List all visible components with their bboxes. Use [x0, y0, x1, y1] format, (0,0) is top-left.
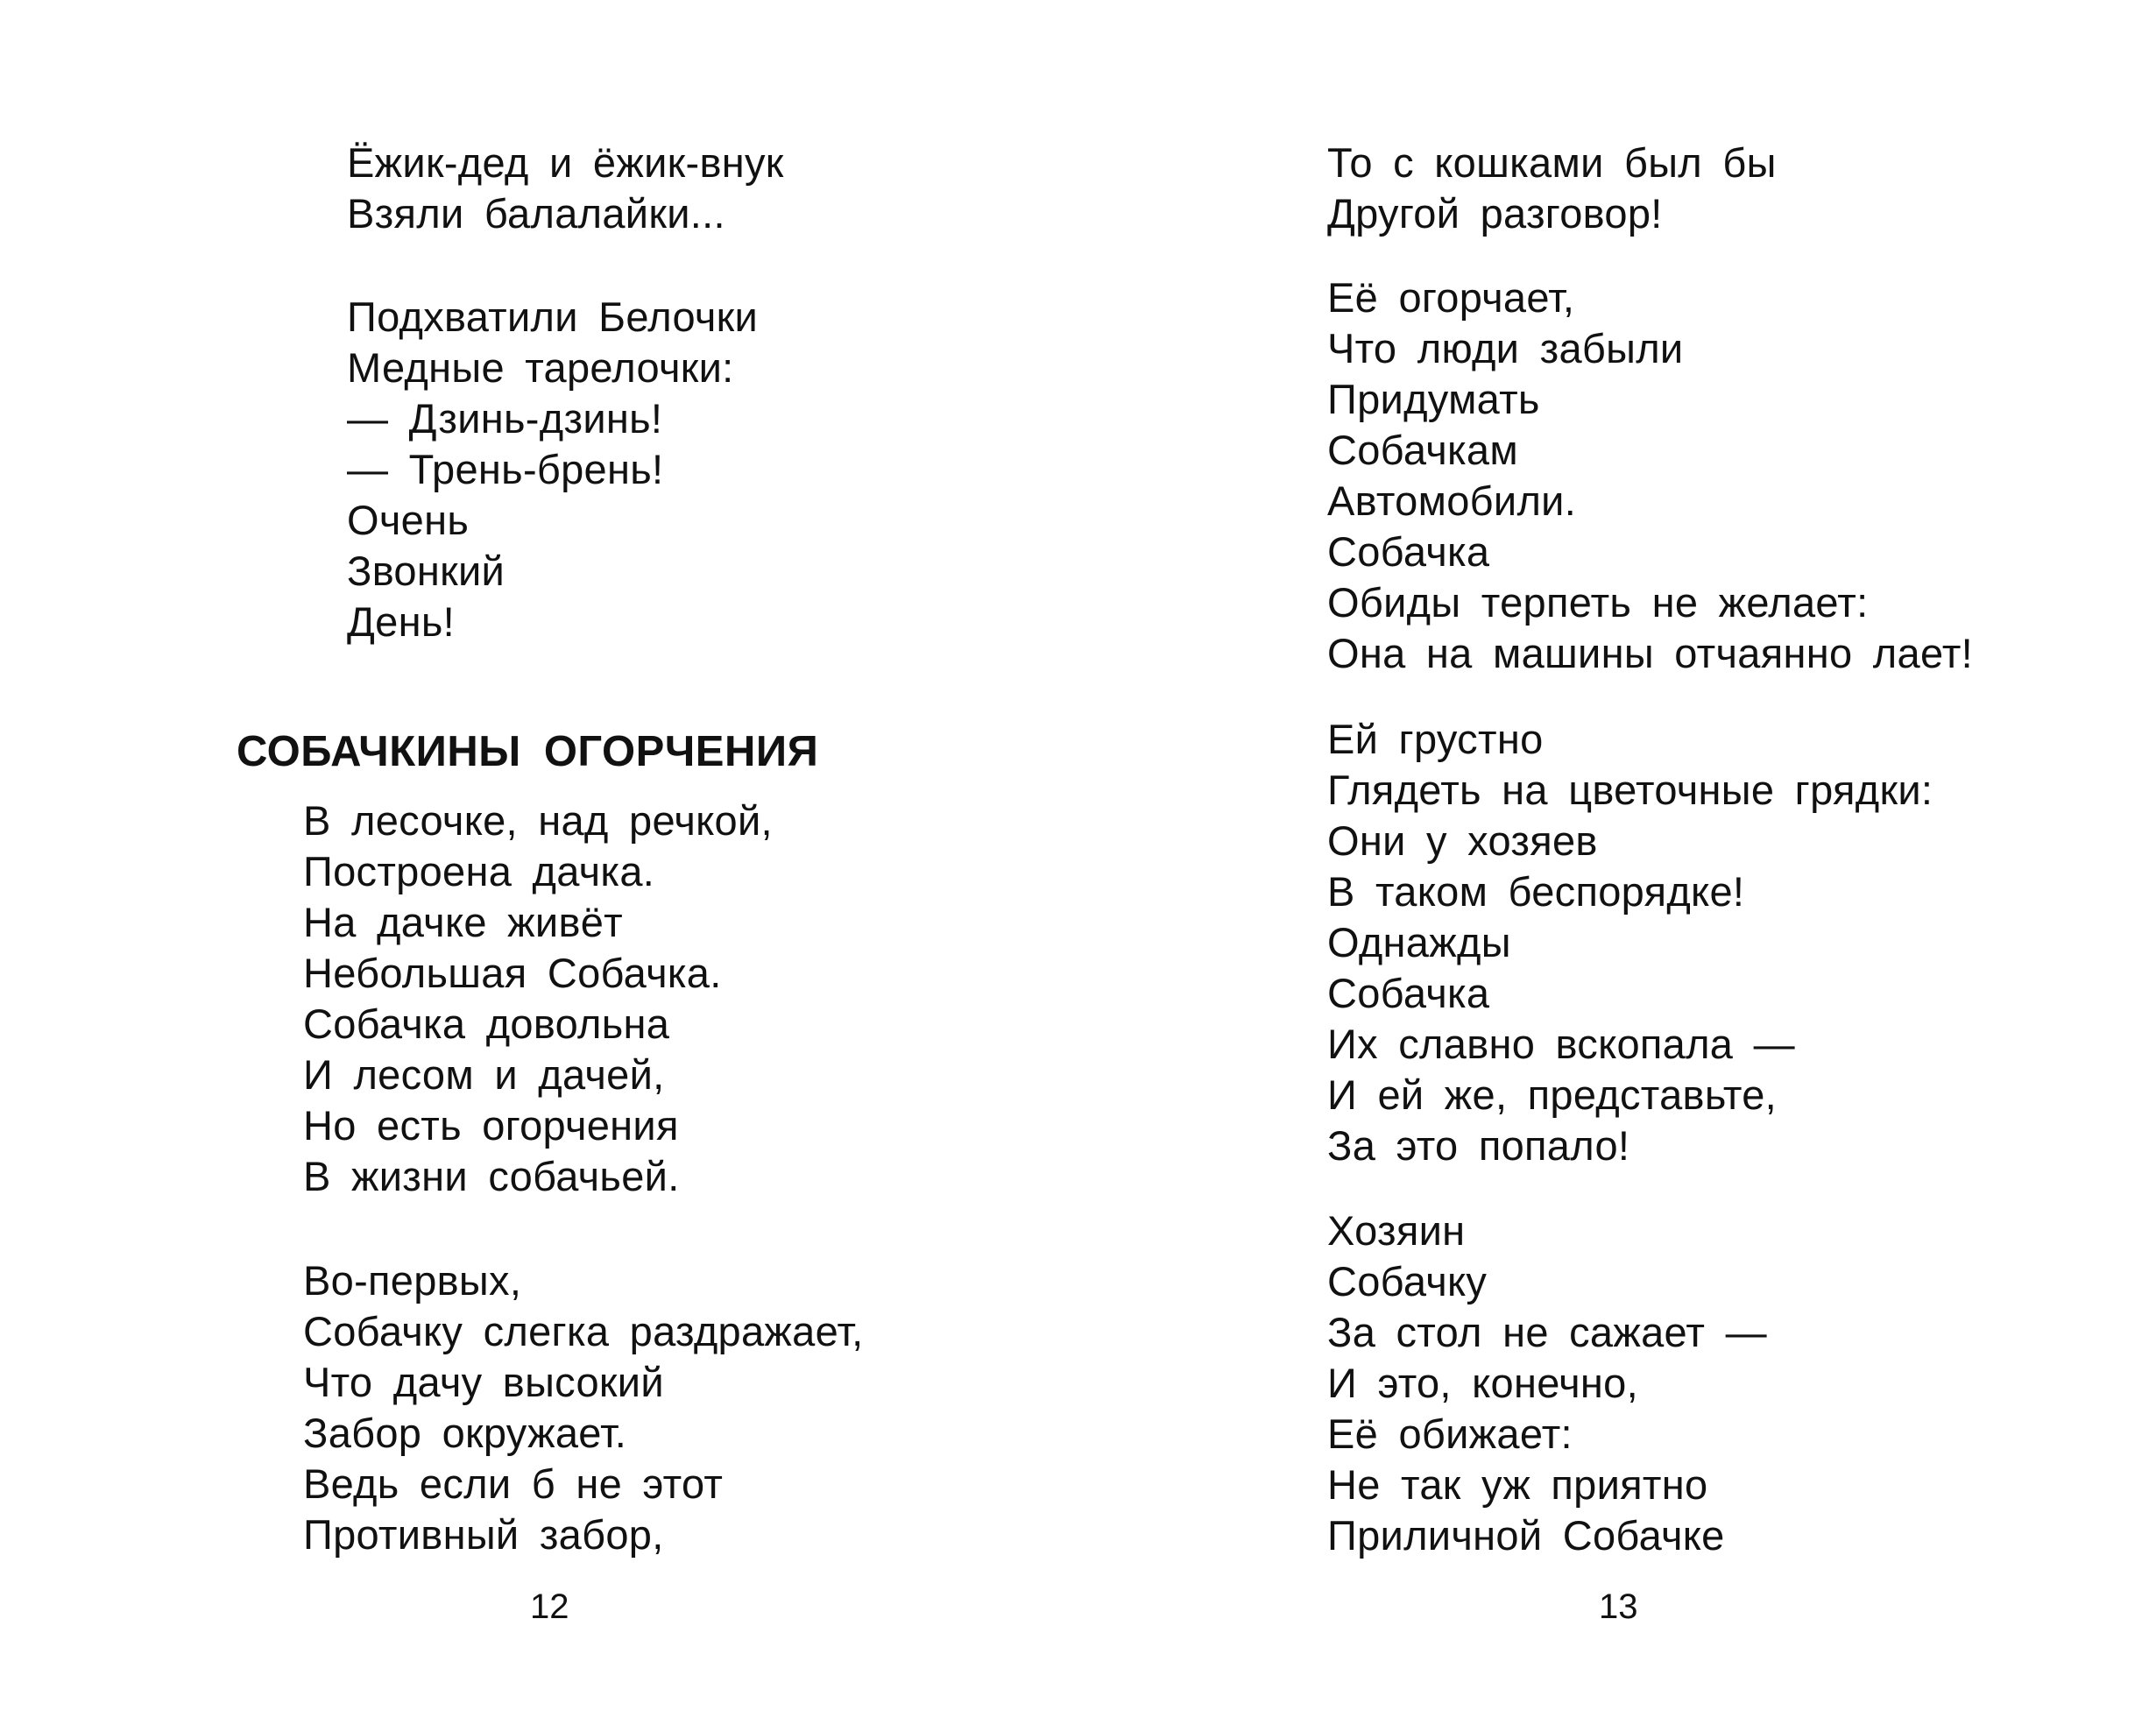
- verse-line: На дачке живёт: [303, 899, 623, 945]
- poem-title: СОБАЧКИНЫ ОГОРЧЕНИЯ: [237, 728, 819, 775]
- verse-line: Она на машины отчаянно лает!: [1327, 630, 1974, 676]
- verse-line: Обиды терпеть не желает:: [1327, 579, 1869, 626]
- verse-line: Не так уж приятно: [1327, 1461, 1708, 1508]
- stanza: [1327, 1205, 1767, 1561]
- verse-line: Звонкий: [347, 548, 505, 594]
- verse-line: В жизни собачьей.: [303, 1153, 680, 1199]
- verse-line: В таком беспорядке!: [1327, 868, 1745, 915]
- verse-line: И лесом и дачей,: [303, 1051, 665, 1098]
- stanza: [1327, 138, 1777, 239]
- stanza: [347, 292, 758, 647]
- verse-line: Небольшая Собачка.: [303, 950, 722, 996]
- verse-line: Но есть огорчения: [303, 1102, 679, 1149]
- verse-line: Что дачу высокий: [303, 1359, 664, 1405]
- verse-line: Во-первых,: [303, 1257, 522, 1304]
- verse-line: Однажды: [1327, 919, 1511, 965]
- verse-line: Очень: [347, 497, 470, 543]
- verse-line: В лесочке, над речкой,: [303, 797, 773, 844]
- verse-line: За это попало!: [1327, 1122, 1630, 1169]
- verse-line: Её огорчает,: [1327, 274, 1575, 321]
- verse-line: День!: [347, 598, 455, 645]
- verse-line: Хозяин: [1327, 1207, 1466, 1254]
- verse-line: За стол не сажает —: [1327, 1309, 1767, 1355]
- verse-line: Собачка довольна: [303, 1000, 670, 1047]
- right-page: [1078, 0, 2156, 1725]
- verse-line: Собачка: [1327, 528, 1490, 575]
- verse-line: Ведь если б не этот: [303, 1460, 724, 1507]
- verse-line: Медные тарелочки:: [347, 344, 734, 391]
- stanza: [303, 1255, 863, 1560]
- verse-line: И ей же, представьте,: [1327, 1071, 1778, 1118]
- verse-line: Взяли балалайки...: [347, 190, 725, 237]
- verse-line: Ей грустно: [1327, 716, 1544, 762]
- verse-line: То с кошками был бы: [1327, 139, 1777, 186]
- verse-line: Забор окружает.: [303, 1410, 627, 1456]
- page-number: 13: [1599, 1587, 1638, 1626]
- verse-line: Что люди забыли: [1327, 325, 1684, 371]
- verse-line: Их славно вскопала —: [1327, 1021, 1795, 1067]
- stanza: [1327, 272, 1973, 679]
- verse-line: Её обижает:: [1327, 1410, 1573, 1457]
- verse-line: Собачкам: [1327, 427, 1518, 473]
- verse-line: — Дзинь-дзинь!: [347, 395, 663, 442]
- verse-line: Глядеть на цветочные грядки:: [1327, 767, 1933, 813]
- verse-line: — Трень-брень!: [347, 446, 664, 492]
- verse-line: Подхватили Белочки: [347, 293, 759, 340]
- verse-line: Собачку слегка раздражает,: [303, 1308, 864, 1354]
- page-number: 12: [530, 1587, 569, 1626]
- stanza: [1327, 714, 1933, 1171]
- stanza: [347, 138, 784, 239]
- verse-line: Автомобили.: [1327, 477, 1577, 524]
- verse-line: Собачку: [1327, 1258, 1488, 1304]
- verse-line: Придумать: [1327, 376, 1540, 422]
- verse-line: Собачка: [1327, 970, 1490, 1016]
- verse-line: Ёжик-дед и ёжик-внук: [347, 139, 784, 186]
- verse-line: Построена дачка.: [303, 848, 655, 894]
- verse-line: Другой разговор!: [1327, 190, 1663, 237]
- verse-line: Противный забор,: [303, 1511, 664, 1558]
- verse-line: И это, конечно,: [1327, 1360, 1638, 1406]
- verse-line: Приличной Собачке: [1327, 1512, 1725, 1559]
- stanza: [303, 795, 773, 1202]
- verse-line: Они у хозяев: [1327, 817, 1598, 864]
